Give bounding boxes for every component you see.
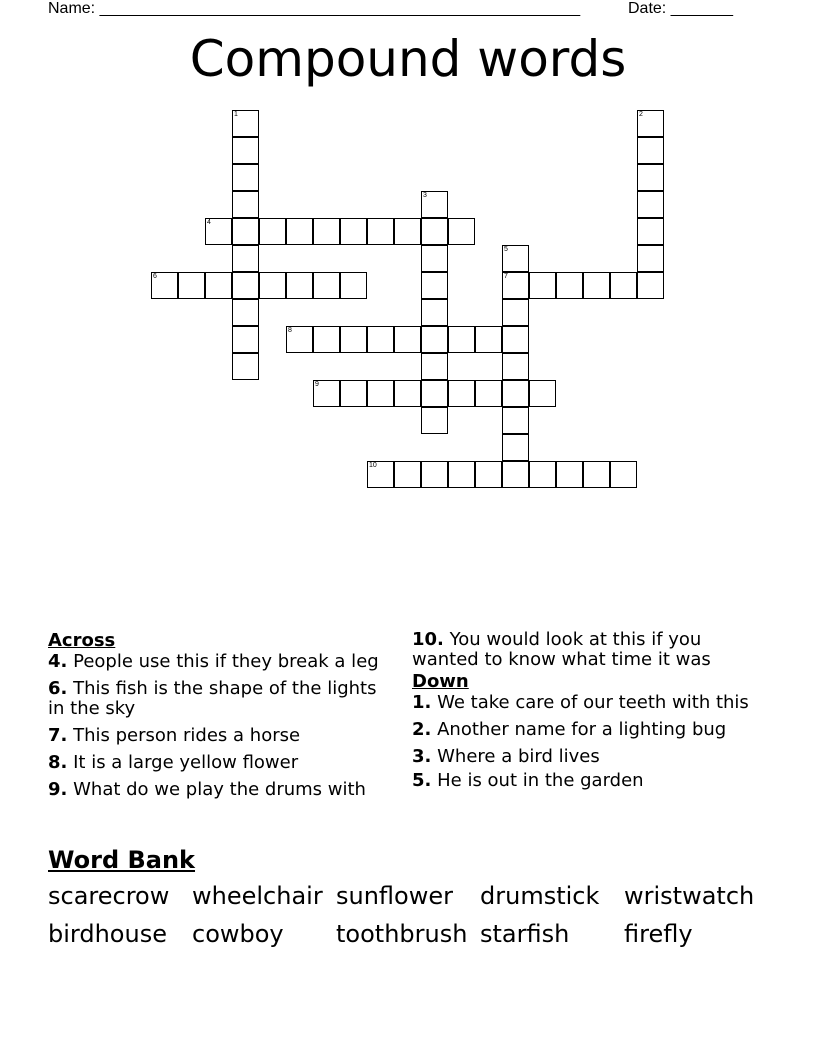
down-heading: Down xyxy=(412,671,469,692)
clue-across-9 xyxy=(48,780,388,800)
name-field[interactable]: Name: ______________________________________________________ xyxy=(48,0,581,17)
cell-number: 10 xyxy=(369,462,377,469)
crossword-cell[interactable] xyxy=(232,299,259,326)
crossword-cell[interactable] xyxy=(502,272,529,299)
crossword-cell[interactable] xyxy=(367,380,394,407)
word-bank-item: toothbrush xyxy=(336,920,468,948)
crossword-cell[interactable] xyxy=(448,461,475,488)
crossword-cell[interactable] xyxy=(502,245,529,272)
crossword-cell[interactable] xyxy=(421,326,448,353)
crossword-cell[interactable] xyxy=(259,272,286,299)
clue-down-1 xyxy=(412,693,752,713)
cell-number: 2 xyxy=(639,111,643,118)
crossword-cell[interactable] xyxy=(448,380,475,407)
crossword-cell[interactable] xyxy=(421,380,448,407)
cell-number: 9 xyxy=(315,381,319,388)
word-bank-item: starfish xyxy=(480,920,570,948)
across-heading: Across xyxy=(48,630,116,651)
crossword-cell[interactable] xyxy=(313,218,340,245)
word-bank-item: sunflower xyxy=(336,882,453,910)
clue-across-7 xyxy=(48,726,388,746)
word-bank-item: wheelchair xyxy=(192,882,323,910)
cell-number: 7 xyxy=(504,273,508,280)
crossword-cell[interactable] xyxy=(394,326,421,353)
crossword-cell[interactable] xyxy=(610,272,637,299)
clue-text: You would look at this if you wanted to know what time it was xyxy=(412,629,711,670)
crossword-cell[interactable] xyxy=(448,218,475,245)
crossword-cell[interactable] xyxy=(529,380,556,407)
clue-across-4 xyxy=(48,652,388,672)
crossword-cell[interactable] xyxy=(367,218,394,245)
crossword-cell[interactable] xyxy=(637,218,664,245)
clue-text: We take care of our teeth with this xyxy=(437,692,749,713)
crossword-cell[interactable] xyxy=(583,461,610,488)
crossword-cell[interactable] xyxy=(394,461,421,488)
crossword-cell[interactable] xyxy=(367,326,394,353)
crossword-cell[interactable] xyxy=(313,326,340,353)
clue-text: This fish is the shape of the lights in the sky xyxy=(48,678,377,719)
crossword-cell[interactable] xyxy=(313,380,340,407)
crossword-cell[interactable] xyxy=(232,164,259,191)
crossword-cell[interactable] xyxy=(637,272,664,299)
clue-down-2 xyxy=(412,720,752,740)
clue-down-5 xyxy=(412,771,752,791)
crossword-cell[interactable] xyxy=(610,461,637,488)
clues-left-column xyxy=(48,630,388,807)
word-bank-item: firefly xyxy=(624,920,693,948)
crossword-cell[interactable] xyxy=(556,461,583,488)
clue-text: People use this if they break a leg xyxy=(73,651,379,672)
crossword-cell[interactable] xyxy=(340,272,367,299)
clue-number: 2. xyxy=(412,719,432,740)
crossword-cell[interactable] xyxy=(259,218,286,245)
crossword-cell[interactable] xyxy=(232,326,259,353)
clue-across-8 xyxy=(48,753,388,773)
crossword-cell[interactable] xyxy=(502,326,529,353)
crossword-cell[interactable] xyxy=(232,191,259,218)
crossword-cell[interactable] xyxy=(232,137,259,164)
clue-text: He is out in the garden xyxy=(437,770,644,791)
clue-number: 1. xyxy=(412,692,432,713)
crossword-cell[interactable] xyxy=(583,272,610,299)
crossword-cell[interactable] xyxy=(529,461,556,488)
crossword-cell[interactable] xyxy=(394,218,421,245)
crossword-cell[interactable] xyxy=(421,461,448,488)
clue-text: What do we play the drums with xyxy=(73,779,366,800)
clues-right-column xyxy=(412,630,752,798)
crossword-cell[interactable] xyxy=(232,353,259,380)
crossword-cell[interactable] xyxy=(529,272,556,299)
crossword-cell[interactable] xyxy=(421,218,448,245)
crossword-cell[interactable] xyxy=(340,380,367,407)
clue-number: 10. xyxy=(412,629,444,650)
clue-down-3 xyxy=(412,747,752,767)
clue-number: 7. xyxy=(48,725,68,746)
crossword-cell[interactable] xyxy=(448,326,475,353)
cell-number: 1 xyxy=(234,111,238,118)
clue-number: 5. xyxy=(412,770,432,791)
crossword-cell[interactable] xyxy=(232,245,259,272)
crossword-cell[interactable] xyxy=(475,380,502,407)
word-bank-item: birdhouse xyxy=(48,920,167,948)
crossword-cell[interactable] xyxy=(232,110,259,137)
crossword-cell[interactable] xyxy=(556,272,583,299)
crossword-cell[interactable] xyxy=(205,272,232,299)
crossword-cell[interactable] xyxy=(421,272,448,299)
clue-across-10 xyxy=(412,630,752,670)
cell-number: 6 xyxy=(153,273,157,280)
page-title: Compound words xyxy=(189,30,627,88)
word-bank-item: scarecrow xyxy=(48,882,170,910)
crossword-cell[interactable] xyxy=(421,299,448,326)
crossword-cell[interactable] xyxy=(421,245,448,272)
cell-number: 3 xyxy=(423,192,427,199)
clue-number: 8. xyxy=(48,752,68,773)
cell-number: 5 xyxy=(504,246,508,253)
crossword-cell[interactable] xyxy=(286,272,313,299)
word-bank-item: drumstick xyxy=(480,882,600,910)
crossword-cell[interactable] xyxy=(421,353,448,380)
word-bank-item: cowboy xyxy=(192,920,284,948)
cell-number: 8 xyxy=(288,327,292,334)
crossword-cell[interactable] xyxy=(394,380,421,407)
clue-text: This person rides a horse xyxy=(73,725,301,746)
crossword-cell[interactable] xyxy=(502,407,529,434)
clue-number: 9. xyxy=(48,779,68,800)
clue-text: Where a bird lives xyxy=(437,746,600,767)
crossword-cell[interactable] xyxy=(178,272,205,299)
clue-text: Another name for a lighting bug xyxy=(437,719,727,740)
crossword-cell[interactable] xyxy=(502,353,529,380)
crossword-cell[interactable] xyxy=(340,218,367,245)
crossword-cell[interactable] xyxy=(502,299,529,326)
clue-across-6 xyxy=(48,679,388,719)
crossword-cell[interactable] xyxy=(475,461,502,488)
crossword-cell[interactable] xyxy=(205,218,232,245)
crossword-cell[interactable] xyxy=(475,326,502,353)
clue-number: 4. xyxy=(48,651,68,672)
cell-number: 4 xyxy=(207,219,211,226)
crossword-cell[interactable] xyxy=(637,164,664,191)
crossword-cell[interactable] xyxy=(151,272,178,299)
crossword-cell[interactable] xyxy=(502,434,529,461)
crossword-cell[interactable] xyxy=(232,218,259,245)
word-bank-title: Word Bank xyxy=(48,846,196,874)
word-bank-item: wristwatch xyxy=(624,882,755,910)
crossword-cell[interactable] xyxy=(502,380,529,407)
crossword-cell[interactable] xyxy=(232,272,259,299)
crossword-cell[interactable] xyxy=(637,137,664,164)
crossword-cell[interactable] xyxy=(340,326,367,353)
crossword-cell[interactable] xyxy=(313,272,340,299)
crossword-cell[interactable] xyxy=(502,461,529,488)
crossword-cell[interactable] xyxy=(367,461,394,488)
date-field[interactable]: Date: _______ xyxy=(628,0,733,17)
clue-number: 6. xyxy=(48,678,68,699)
crossword-cell[interactable] xyxy=(286,218,313,245)
clue-text: It is a large yellow flower xyxy=(73,752,299,773)
crossword-cell[interactable] xyxy=(286,326,313,353)
crossword-cell[interactable] xyxy=(637,191,664,218)
crossword-cell[interactable] xyxy=(637,110,664,137)
crossword-cell[interactable] xyxy=(637,245,664,272)
crossword-cell[interactable] xyxy=(421,407,448,434)
crossword-cell[interactable] xyxy=(421,191,448,218)
clue-number: 3. xyxy=(412,746,432,767)
